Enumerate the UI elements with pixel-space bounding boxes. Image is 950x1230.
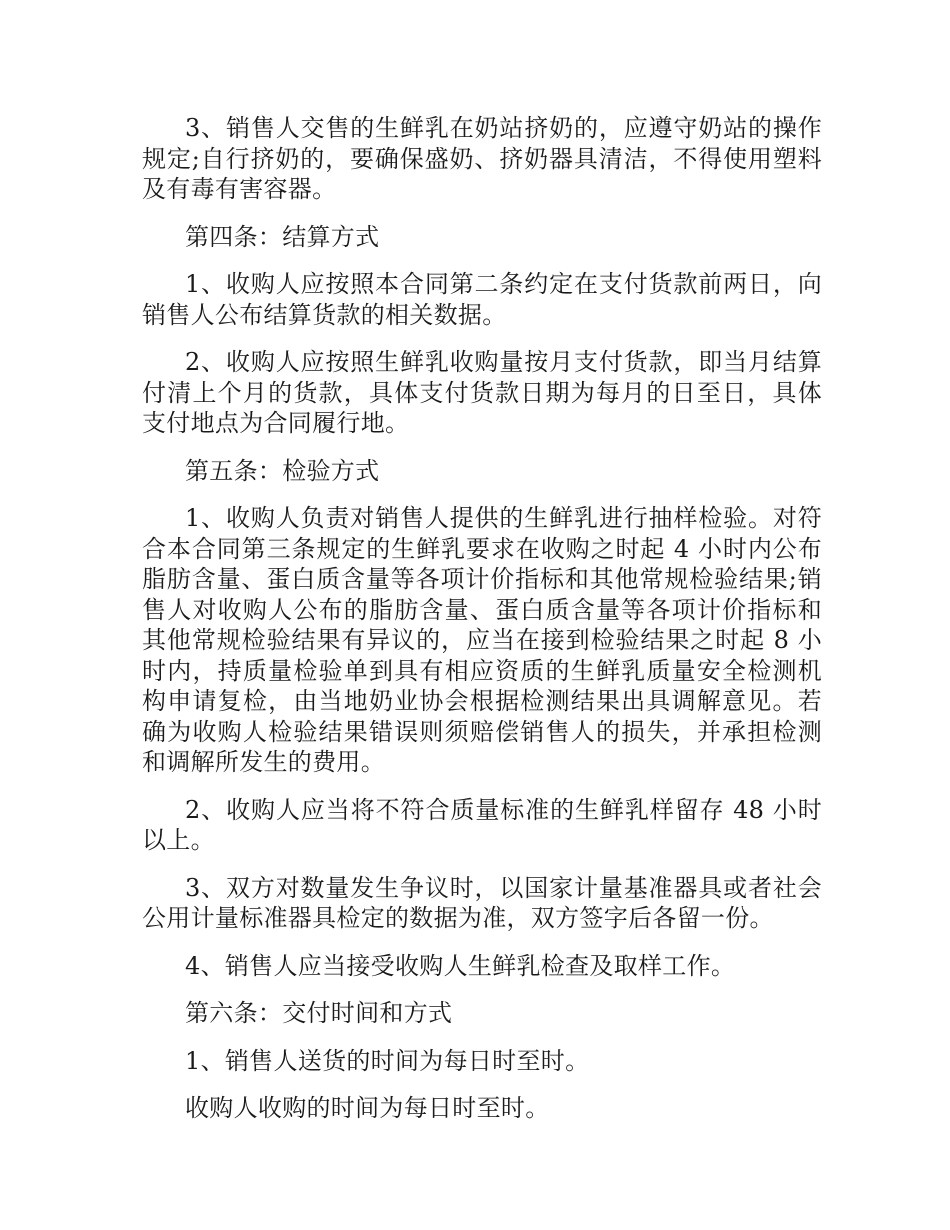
paragraph-purchase-time: 收购人收购的时间为每日时至时。 [185,1094,550,1122]
paragraph-quantity-dispute: 3、双方对数量发生争议时，以国家计量基准器具或者社会公用计量标准器具检定的数据为准，双方签字后各留一份。 [142,873,822,932]
paragraph-accept-inspection: 4、销售人应当接受收购人生鲜乳检查及取样工作。 [185,951,736,980]
paragraph-milking-rules: 3、销售人交售的生鲜乳在奶站挤奶的，应遵守奶站的操作规定;自行挤奶的，要确保盛奶、挤奶器具清洁，不得使用塑料及有毒有害容器。 [142,114,822,203]
paragraph-delivery-time: 1、销售人送货的时间为每日时至时。 [185,1046,590,1075]
heading-article-5-inspection: 第五条：检验方式 [185,456,380,485]
paragraph-sampling-inspection: 1、收购人负责对销售人提供的生鲜乳进行抽样检验。对符合本合同第三条规定的生鲜乳要求在收购之时起 4 小时内公布脂肪含量、蛋白质含量等各项计价指标和其他常规检验结果;销售人对收购人公布的脂肪含量、蛋白质含量等各项计价指标和其他常规检验结果有异议的，应当在接到检验结果之时起 8 小时内，持质量检验单到具有相应资质的生鲜乳质量安全检测机构申请复检，由当地奶业协会根据检测结果出具调解意见。若确为收购人检验结果错误则须赔偿销售人的损失，并承担检测和调解所发生的费用。 [142,504,822,776]
paragraph-sample-retention: 2、收购人应当将不符合质量标准的生鲜乳样留存 48 小时以上。 [142,795,822,854]
heading-article-6-delivery: 第六条：交付时间和方式 [185,999,453,1027]
paragraph-settlement-data: 1、收购人应按照本合同第二条约定在支付货款前两日，向销售人公布结算货款的相关数据。 [142,270,822,329]
document-page [142,113,822,1141]
heading-article-4-settlement: 第四条：结算方式 [185,222,380,251]
paragraph-monthly-payment: 2、收购人应按照生鲜乳收购量按月支付货款，即当月结算付清上个月的货款，具体支付货款日期为每月的日至日，具体支付地点为合同履行地。 [142,348,822,437]
